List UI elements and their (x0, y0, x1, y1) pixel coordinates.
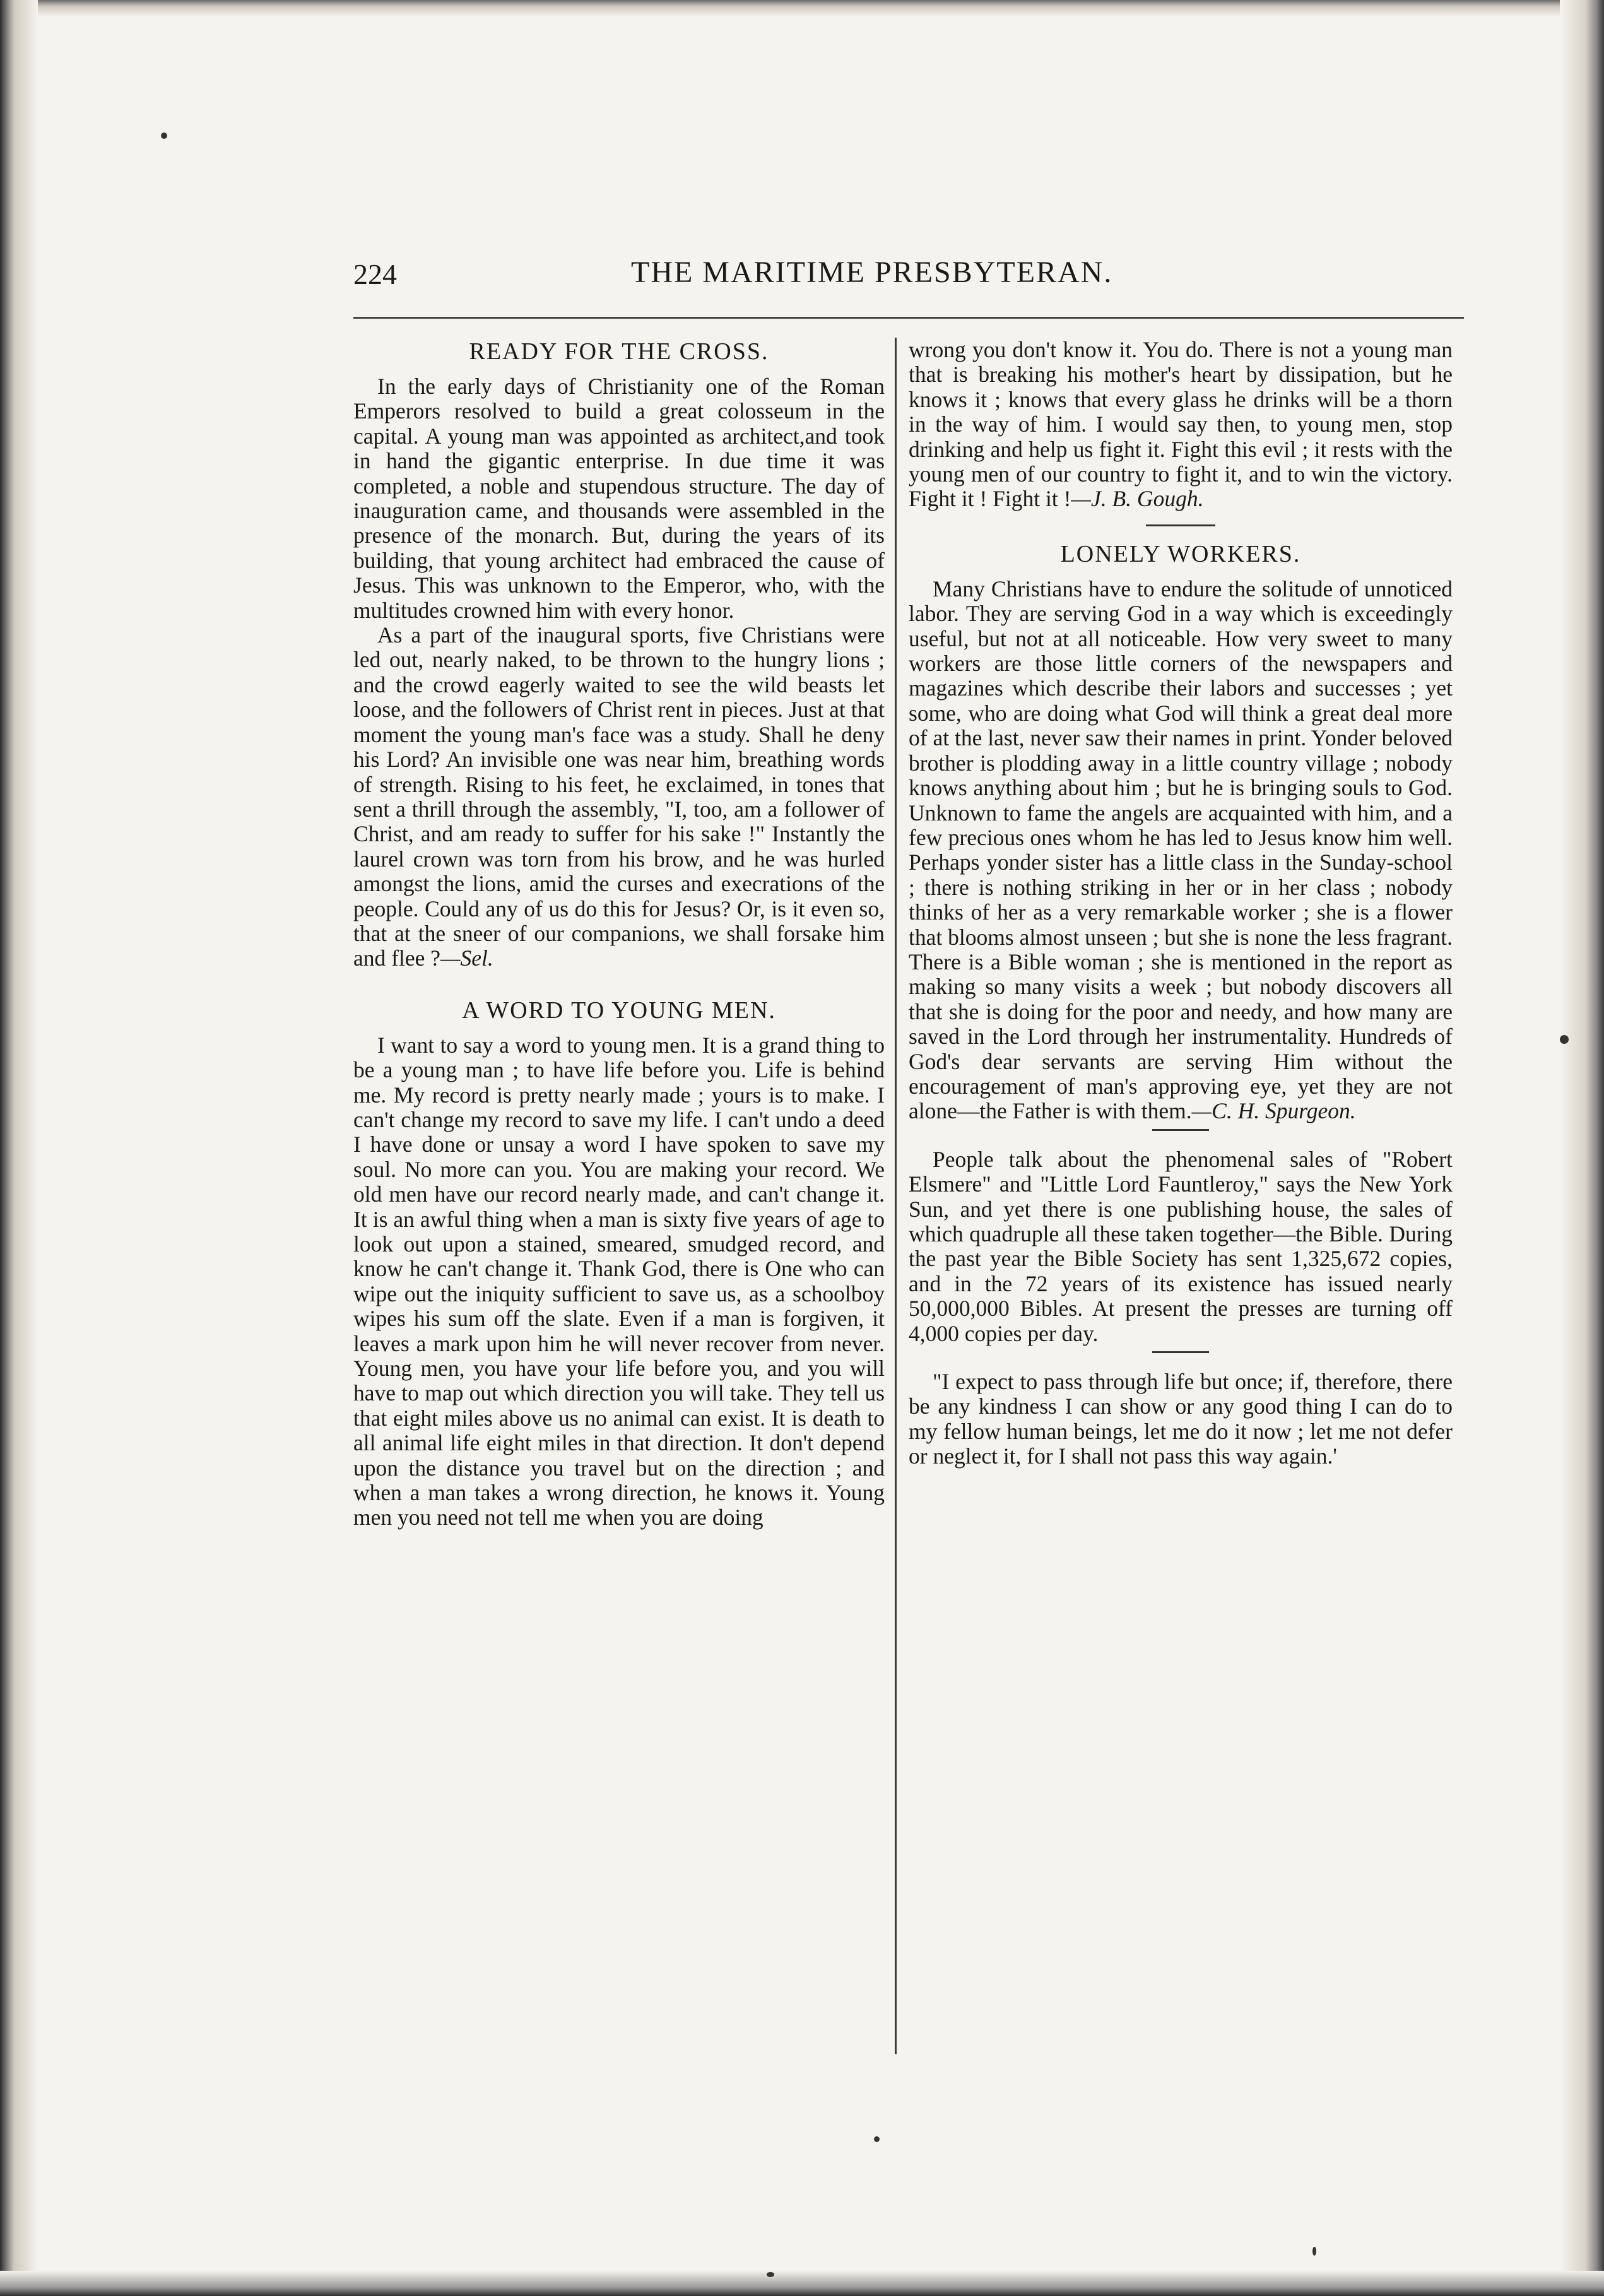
article-title-ready-for-cross: READY FOR THE CROSS. (469, 338, 769, 365)
paragraph-text: Many Christians have to endure the solitude of unnoticed labor. They are serving God in a way which is exceedingly useful, but not at all noticeable. How very sweet to many workers are those little corners of the newspapers and magazines which describe their labors and successes ; yet some, who are doing what God will think a great deal more of at the last, never saw their names in print. Yonder beloved brother is plodding away in a little country village ; nobody knows anything about him ; but he is bringing souls to God. Unknown to fame the angels are acquainted with him, and a few precious ones whom he has led to Jesus know him well. Perhaps yonder sister has a little class in the Sunday-school ; there is nothing striking in her or in her class ; nobody thinks of her as a very remarkable worker ; she is a flower that blooms almost unseen ; but she is none the less fragrant. There is a Bible woman ; she is mentioned in the report as making so many visits a week ; but nobody discovers all that she is doing for the poor and needy, and how many are saved in the Lord through her instrumentality. Hundreds of God's dear servants are serving Him without the encouragement of man's approving eye, yet they are not alone—the Father is with them. (909, 576, 1453, 1124)
signature: —Sel. (440, 945, 493, 971)
running-title: THE MARITIME PRESBYTERAN. (631, 256, 1113, 289)
article-paragraph (353, 623, 885, 971)
article-paragraph (909, 577, 1453, 1124)
left-column (353, 338, 885, 1530)
article-paragraph: I want to say a word to young men. It is a grand thing to be a young man ; to have life before you. Life is behind me. My record is pretty nearly made ; yours is to make. I can't change my record to save my life. I can't undo a deed I have done or unsay a word I have spoken to save my soul. No more can you. You are making your record. We old men have our record nearly made, and can't change it. It is an awful thing when a man is sixty five years of age to look out upon a stained, smeared, smudged record, and know he can't change it. Thank God, there is One who can wipe out the iniquity sufficient to save us, as a schoolboy wipes his sum off the slate. Even if a man is forgiven, it leaves a mark upon him he will never recover from never. Young men, you have your life before you, and you will have to map out which direction you will take. They tell us that eight miles above us no animal can exist. It is death to all animal life eight miles in that direction. It don't depend upon the distance you travel but on the direction ; and when a man takes a wrong direction, he knows it. Young men you need not tell me when you are doing (353, 1032, 885, 1530)
article-paragraph: In the early days of Christianity one of the Roman Emperors resolved to build a great colosseum in the capital. A young man was appointed as architect,and took in hand the gigantic enterprise. In due time it was completed, a noble and stupendous structure. The day of inauguration came, and thousands were assembled in the presence of the monarch. But, during the years of its building, that young architect had embraced the cause of Jesus. This was unknown to the Emperor, who, with the multitudes crowned him with every honor. (353, 374, 885, 623)
scan-edge-right (1560, 0, 1604, 2296)
paragraph-text: As a part of the inaugural sports, five Christians were led out, nearly naked, to be thrown to the hungry lions ; and the crowd eagerly waited to see the wild beasts let loose, and the followers of Christ rent in pieces. Just at that moment the young man's face was a study. Shall he deny his Lord? An invisible one was near him, breathing words of strength. Rising to his feet, he exclaimed, in tones that sent a thrill through the assembly, "I, too, am a follower of Christ, and am ready to suffer for his sake !" Instantly the laurel crown was torn from his brow, and he was hurled amongst the lions, amid the curses and execrations of the people. Could any of us do this for Jesus? Or, is it even so, that at the sneer of our companions, we shall forsake him and flee ? (353, 622, 885, 971)
right-column (909, 338, 1453, 1469)
page-number: 224 (353, 258, 397, 290)
column-divider (895, 338, 897, 2054)
scan-edge-top (0, 0, 1604, 16)
signature: —J. B. Gough. (1071, 486, 1204, 512)
article-paragraph-continued (909, 338, 1453, 512)
article-title-lonely-workers: LONELY WORKERS. (1060, 540, 1301, 567)
scan-speck (874, 2136, 880, 2142)
section-rule (1146, 524, 1215, 526)
scan-speck (161, 133, 167, 139)
article-title-word-to-young-men: A WORD TO YOUNG MEN. (462, 997, 776, 1024)
article-paragraph: "I expect to pass through life but once; if, therefore, there be any kindness I can show or any good thing I can do to my fellow human beings, let me do it now ; let me not defer or neglect it, for I shall not pass this way again.' (909, 1369, 1453, 1469)
header-rule (353, 317, 1464, 319)
section-spacer (353, 971, 885, 997)
scan-speck (1312, 2247, 1316, 2256)
article-paragraph: People talk about the phenomenal sales of "Robert Elsmere" and "Little Lord Fauntleroy," says the New York Sun, and yet there is one publishing house, the sales of which quadruple all these taken together—the Bible. During the past year the Bible Society has sent 1,325,672 copies, and in the 72 years of its existence has issued nearly 50,000,000 Bibles. At present the presses are turning off 4,000 copies per day. (909, 1146, 1453, 1346)
scan-edge-left (0, 0, 38, 2296)
page-header (353, 255, 1464, 299)
signature: —C. H. Spurgeon. (1191, 1098, 1356, 1124)
section-rule (1152, 1351, 1209, 1353)
paragraph-text: wrong you don't know it. You do. There is not a young man that is breaking his mother's heart by dissipation, but he knows it ; knows that every glass he drinks will be a thorn in the way of him. I would say then, to young men, stop drinking and help us fight it. Fight this evil ; it rests with the young men of our country to fight it, and to win the victory. Fight it ! Fight it ! (909, 337, 1453, 512)
scan-edge-bottom (0, 2271, 1604, 2296)
scan-speck (1560, 1035, 1569, 1044)
section-rule (1152, 1129, 1209, 1131)
scan-speck (767, 2272, 774, 2277)
